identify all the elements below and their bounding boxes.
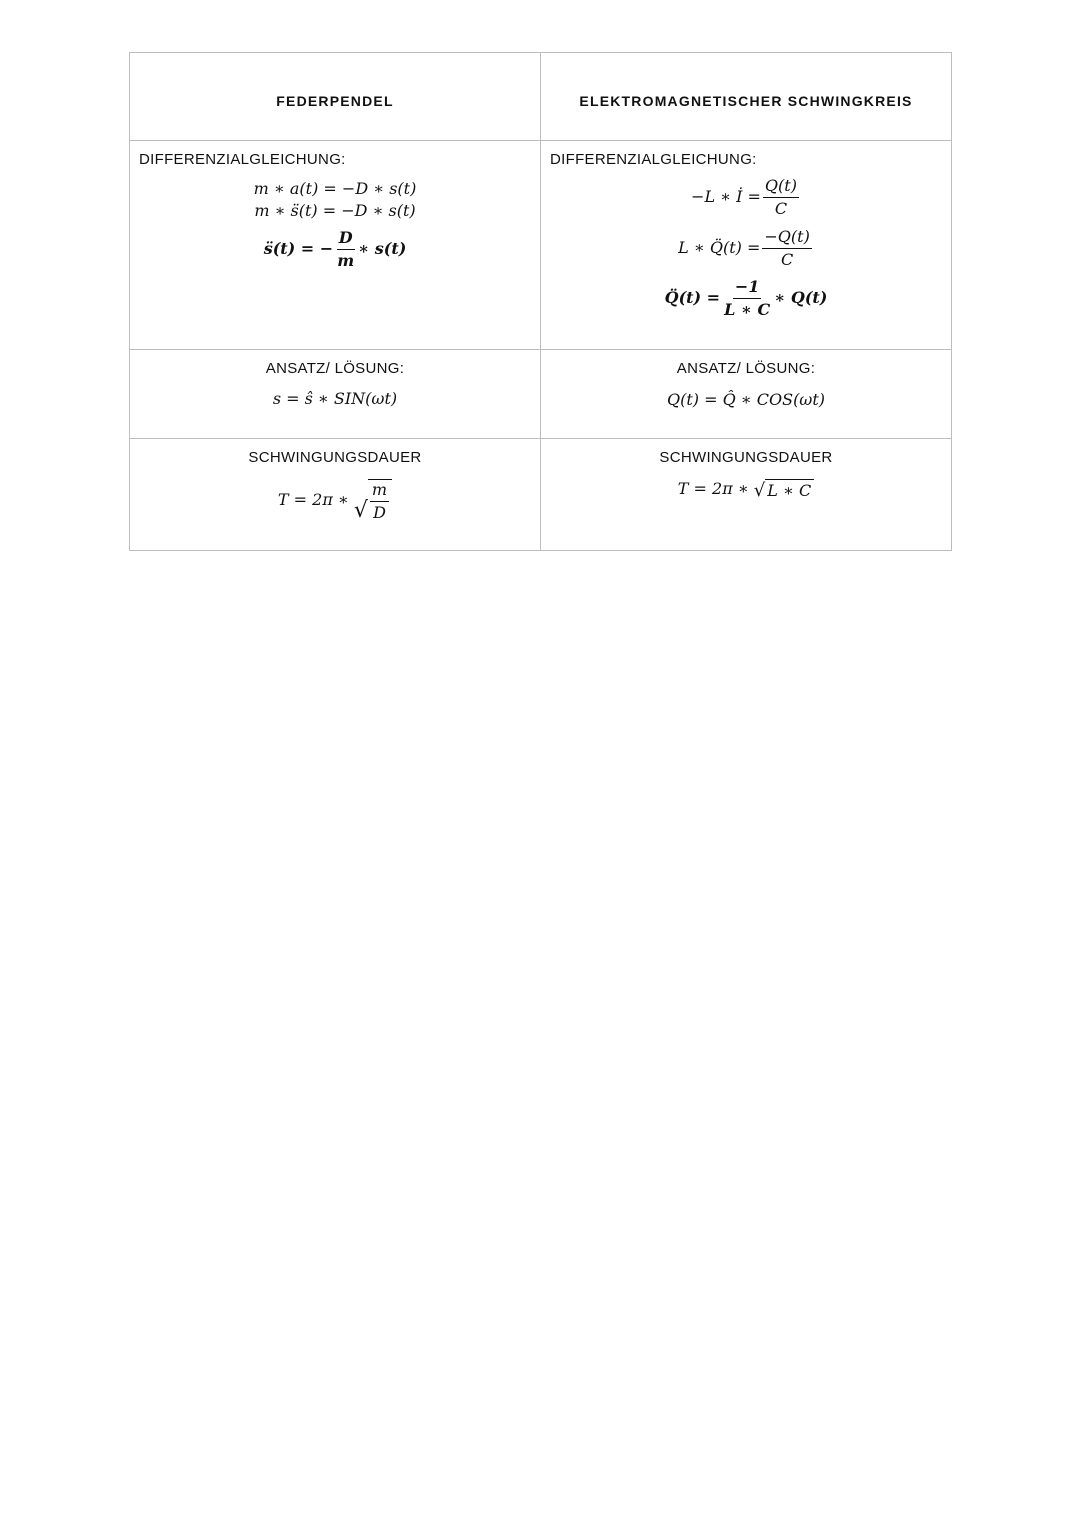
equation-inductor-voltage xyxy=(541,177,951,218)
denominator: C xyxy=(774,199,788,218)
numerator: m xyxy=(370,481,389,502)
denominator: L ∗ C xyxy=(724,300,771,319)
square-root xyxy=(754,479,814,500)
fraction xyxy=(763,177,799,218)
equation-lhs: Q̈(t) = xyxy=(664,288,721,307)
equation-differential-left xyxy=(130,229,540,270)
header-cell-left xyxy=(130,53,540,140)
ansatz-label-left: ANSATZ/ LÖSUNG: xyxy=(265,360,405,377)
denominator: D xyxy=(373,503,386,522)
equation-rhs: ∗ Q(t) xyxy=(774,288,828,307)
equation-solution-left: s = ŝ ∗ SIN(ωt) xyxy=(272,389,398,408)
period-row xyxy=(130,438,951,551)
formula-table xyxy=(129,52,952,551)
numerator: −1 xyxy=(733,278,762,299)
ansatz-label-right: ANSATZ/ LÖSUNG: xyxy=(676,360,816,377)
header-schwingkreis: ELEKTROMAGNETISCHER SCHWINGKREIS xyxy=(579,93,913,109)
equation-newton-derivative: m ∗ s̈(t) = −D ∗ s(t) xyxy=(254,201,416,220)
equation-period-left xyxy=(130,479,540,522)
numerator: D xyxy=(337,229,355,250)
header-federpendel: FEDERPENDEL xyxy=(276,93,394,109)
equation-lhs: L ∗ Q̈(t) = xyxy=(678,238,761,257)
period-cell-right xyxy=(540,439,951,551)
ansatz-cell-left xyxy=(130,350,540,439)
radicand: L ∗ C xyxy=(765,479,814,500)
ansatz-cell-right xyxy=(540,350,951,439)
period-cell-left xyxy=(130,439,540,551)
period-label-left: SCHWINGUNGSDAUER xyxy=(248,449,422,466)
equation-lhs: T = 2π ∗ xyxy=(677,479,749,498)
equation-lhs: T = 2π ∗ xyxy=(277,490,349,509)
differential-row xyxy=(130,140,951,350)
numerator: Q(t) xyxy=(763,177,799,198)
differential-label-right: DIFFERENZIALGLEICHUNG: xyxy=(550,151,757,168)
square-root xyxy=(354,479,392,522)
denominator: m xyxy=(337,251,355,270)
fraction xyxy=(370,481,389,522)
fraction xyxy=(335,229,356,270)
fraction xyxy=(762,228,811,269)
header-row xyxy=(130,53,951,140)
numerator: −Q(t) xyxy=(762,228,811,249)
radical-sign: √ xyxy=(753,480,766,501)
equation-lhs: −L ∗ İ = xyxy=(691,187,761,206)
equation-period-right xyxy=(541,479,951,500)
equation-lhs: s̈(t) = − xyxy=(263,239,334,258)
ansatz-row xyxy=(130,349,951,439)
period-label-right: SCHWINGUNGSDAUER xyxy=(659,449,833,466)
header-cell-right xyxy=(540,53,951,140)
radical-sign: √ xyxy=(353,498,368,523)
fraction xyxy=(722,278,772,319)
denominator: C xyxy=(780,250,794,269)
equation-differential-right xyxy=(541,278,951,319)
differential-cell-left xyxy=(130,141,540,350)
differential-cell-right xyxy=(540,141,951,350)
equation-solution-right: Q(t) = Q̂ ∗ COS(ωt) xyxy=(666,390,826,409)
equation-charge-second-derivative xyxy=(541,228,951,269)
differential-label-left: DIFFERENZIALGLEICHUNG: xyxy=(139,151,346,168)
equation-newton: m ∗ a(t) = −D ∗ s(t) xyxy=(253,179,417,198)
equation-rhs: ∗ s(t) xyxy=(358,239,407,258)
